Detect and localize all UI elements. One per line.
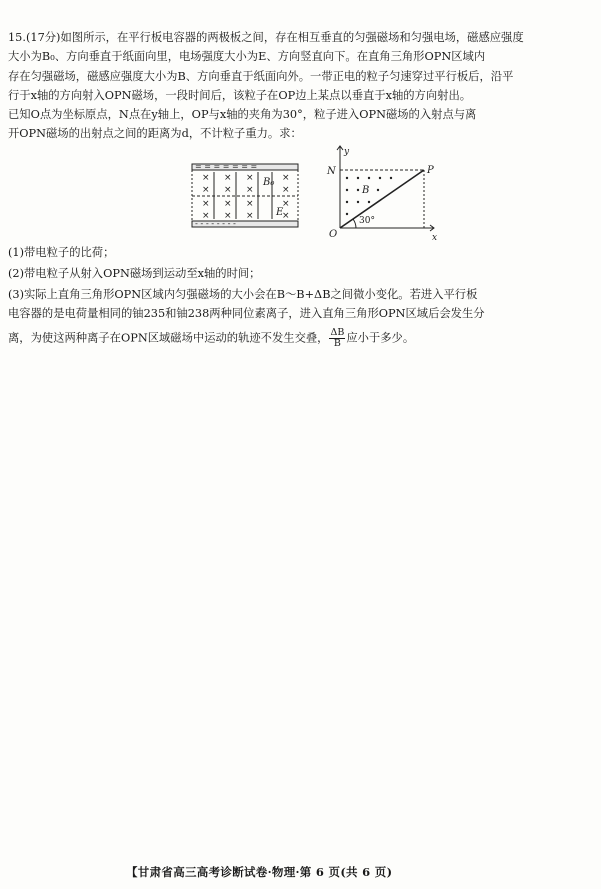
svg-text:×: × bbox=[202, 199, 210, 209]
figures bbox=[0, 144, 601, 244]
question-3-line-3: 离，为使这两种离子在OPN区域磁场中运动的轨迹不发生交叠， $\frac{\Delta B}{B}$ 应小于多少。 bbox=[8, 326, 415, 349]
fraction-delta-b-over-b: $\frac{\Delta B}{B}$ bbox=[330, 326, 345, 349]
problem-score: (17分) bbox=[25, 31, 61, 44]
svg-text:×: × bbox=[246, 173, 254, 183]
question-3 bbox=[8, 285, 590, 349]
problem-line-6: 开OPN磁场的出射点之间的距离为d，不计粒子重力。求： bbox=[8, 127, 302, 141]
question-3-line-2: 电容器的是电荷量相同的铀235和铀238两种同位素离子，进入直角三角形OPN区域后会发生分 bbox=[8, 307, 485, 321]
label-o: O bbox=[329, 229, 338, 240]
question-1: (1)带电粒子的比荷； bbox=[8, 246, 115, 259]
page-footer: 【甘肃省高三高考诊断试卷·物理·第 6 页(共 6 页) bbox=[126, 865, 393, 879]
label-x: x bbox=[432, 233, 438, 243]
triangle-figure bbox=[337, 146, 434, 231]
problem-line-3: 存在匀强磁场，磁感应强度大小为B、方向垂直于纸面向外。一带正电的粒子匀速穿过平行板后，沿平 bbox=[8, 69, 514, 83]
svg-text:×: × bbox=[282, 173, 290, 183]
svg-text:×: × bbox=[202, 173, 210, 183]
problem-15 bbox=[8, 28, 590, 144]
capacitor-figure bbox=[192, 162, 298, 228]
svg-text:×: × bbox=[246, 211, 254, 221]
label-b: B bbox=[362, 185, 370, 196]
svg-text:×: × bbox=[246, 199, 254, 209]
svg-text:×: × bbox=[282, 199, 290, 209]
label-b0: B₀ bbox=[263, 177, 275, 188]
problem-line-2: 大小为B₀、方向垂直于纸面向里，电场强度大小为E、方向竖直向下。在直角三角形OPN区域内 bbox=[8, 50, 486, 64]
problem-number: 15. bbox=[8, 31, 26, 44]
svg-text:×: × bbox=[282, 211, 290, 221]
angle-arc bbox=[353, 219, 356, 228]
problem-line-5: 已知O点为坐标原点，N点在y轴上，OP与x轴的夹角为30°，粒子进入OPN磁场的入射点与离 bbox=[8, 108, 477, 122]
svg-text:= = = = = = =: = = = = = = = bbox=[195, 162, 258, 171]
svg-text:×: × bbox=[224, 185, 232, 195]
svg-text:×: × bbox=[224, 173, 232, 183]
svg-text:×: × bbox=[224, 211, 232, 221]
label-n: N bbox=[327, 166, 336, 177]
label-angle: 30° bbox=[359, 216, 375, 226]
label-y: y bbox=[344, 147, 350, 157]
svg-text:×: × bbox=[202, 211, 210, 221]
svg-text:×: × bbox=[224, 199, 232, 209]
question-3-line-1: (3)实际上直角三角形OPN区域内匀强磁场的大小会在B～B+ΔB之间微小变化。若进入平行板 bbox=[8, 288, 478, 301]
question-2: (2)带电粒子从射入OPN磁场到运动至x轴的时间； bbox=[8, 267, 261, 280]
svg-text:×: × bbox=[202, 185, 210, 195]
svg-text:- - - - - - - -: - - - - - - - - bbox=[195, 219, 236, 228]
label-e: E bbox=[276, 207, 284, 218]
problem-line-4: 行于x轴的方向射入OPN磁场，一段时间后，该粒子在OP边上某点以垂直于x轴的方向射出。 bbox=[8, 88, 472, 102]
svg-text:×: × bbox=[282, 185, 290, 195]
problem-line-1: 15.(17分)如图所示，在平行板电容器的两极板之间，存在相互垂直的匀强磁场和匀强电场，磁感应强度 bbox=[8, 31, 524, 44]
svg-text:×: × bbox=[246, 185, 254, 195]
label-p: P bbox=[427, 165, 434, 176]
